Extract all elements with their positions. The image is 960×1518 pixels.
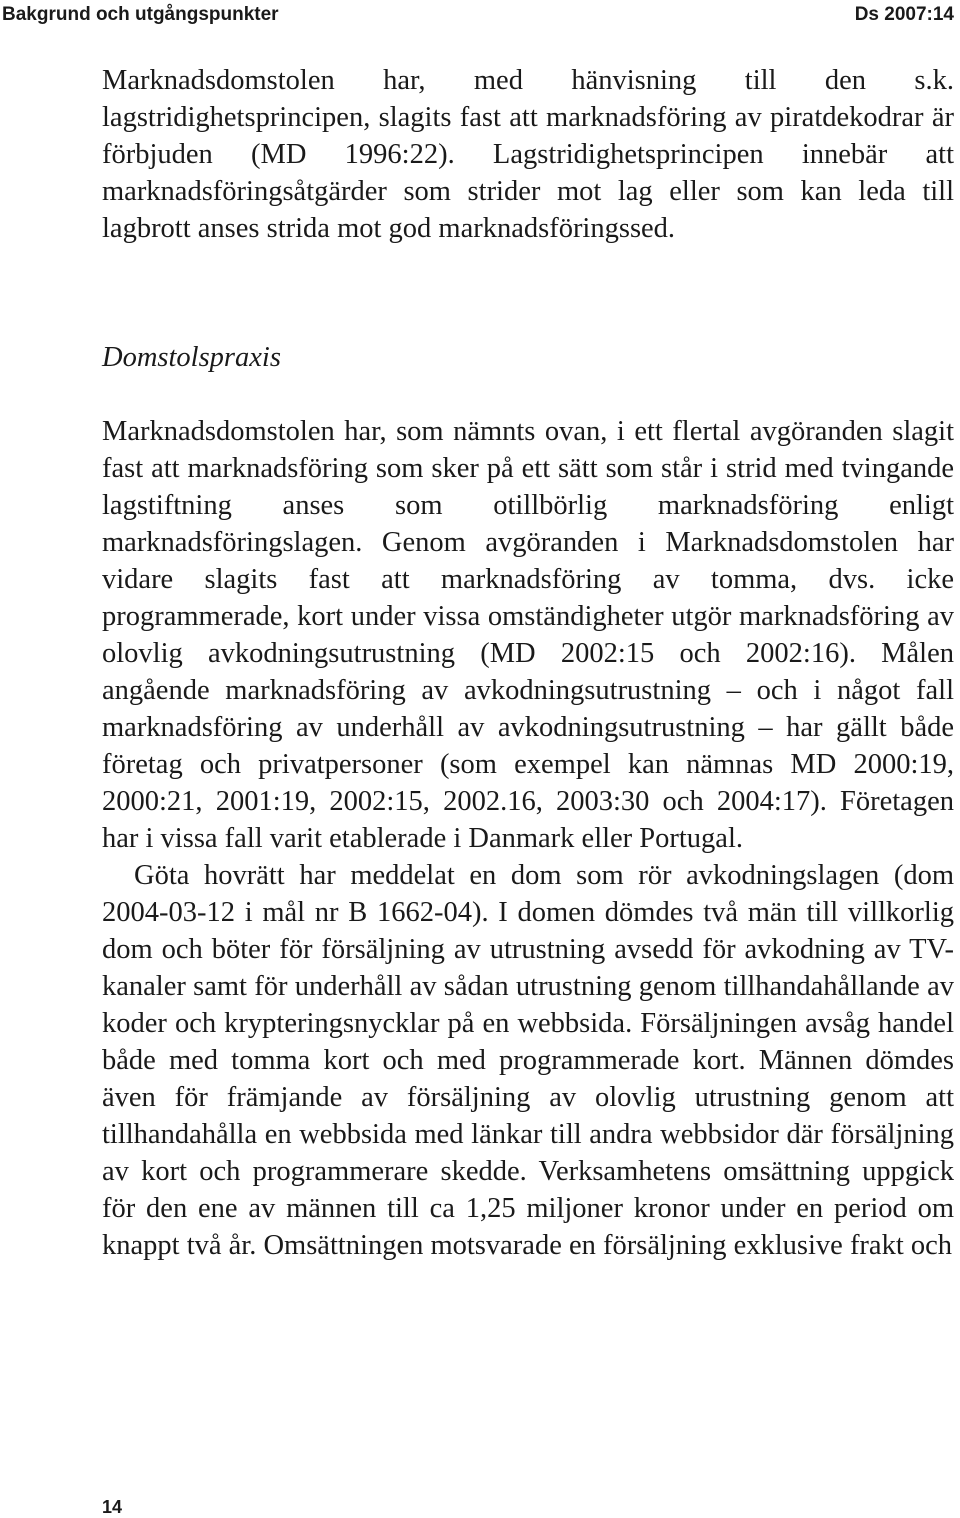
running-header bbox=[0, 0, 960, 34]
page-number: 14 bbox=[102, 1497, 123, 1517]
paragraph-lagstridighet: Marknadsdomstolen har, med hänvisning till den s.k. lagstridighetsprincipen, slagits fast att marknadsföring av piratdekodrar är förbjuden (MD 1996:22). Lagstridighetsprincipen innebär att marknadsföringsåtgärder som strider mot lag eller som kan leda till lagbrott anses strida mot god marknadsföringssed. bbox=[102, 65, 954, 244]
document-id: Ds 2007:14 bbox=[854, 4, 954, 25]
section-title: Bakgrund och utgångspunkter bbox=[2, 4, 279, 25]
page-body bbox=[102, 62, 954, 1264]
paragraph-domstolspraxis: Marknadsdomstolen har, som nämnts ovan, i ett flertal avgöranden slagit fast att marknadsföring som sker på ett sätt som står i strid med tvingande lagstiftning anses som otillbörlig marknadsföring enligt marknadsföringslagen. Genom avgöranden i Marknadsdomstolen har vidare slagits fast att marknadsföring av tomma, dvs. icke programmerade, kort under vissa omständigheter utgör marknadsföring av olovlig avkodningsutrustning (MD 2002:15 och 2002:16). Målen angående marknadsföring av avkodningsutrustning – och i något fall marknadsföring av underhåll av avkodningsutrustning – har gällt både företag och privatpersoner (som exempel kan nämnas MD 2000:19, 2000:21, 2001:19, 2002:15, 2002.16, 2003:30 och 2004:17). Företagen har i vissa fall varit etablerade i Danmark eller Portugal. bbox=[102, 416, 954, 854]
section-heading: Domstolspraxis bbox=[102, 342, 281, 373]
paragraph-gota-hovratt: Göta hovrätt har meddelat en dom som rör avkodningslagen (dom 2004-03-12 i mål nr B 1662-04). I domen dömdes två män till villkorlig dom och böter för försäljning av utrustning avsedd för avkodning av TV-kanaler samt för underhåll av sådan utrustning genom tillhandahållande av koder och krypteringsnycklar på en webbsida. Försäljningen avsåg handel både med tomma kort och med programmerade kort. Männen dömdes även för främjande av försäljning av olovlig utrustning genom att tillhandahålla en webbsida med länkar till andra webbsidor där försäljning av kort och programmerare skedde. Verksamhetens omsättning uppgick för den ene av männen till ca 1,25 miljoner kronor under en period om knappt två år. Omsättningen motsvarade en försäljning exklusive frakt och bbox=[102, 860, 954, 1261]
